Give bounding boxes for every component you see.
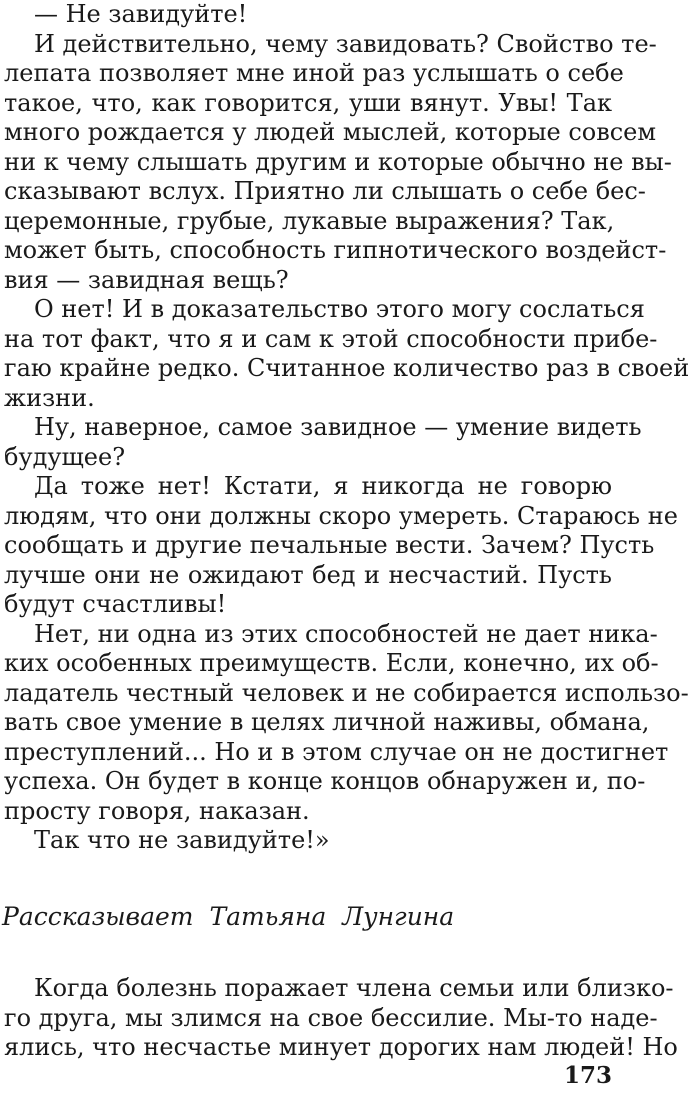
text-line: жизни. <box>4 384 95 412</box>
text-line: на тот факт, что я и сам к этой способности прибе- <box>4 325 658 353</box>
text-line: Так что не завидуйте!» <box>34 826 330 854</box>
text-line: будущее? <box>4 443 126 471</box>
text-line: сообщать и другие печальные вести. Зачем? Пусть <box>4 531 655 559</box>
text-line: Да тоже нет! Кстати, я никогда не говорю <box>34 472 612 500</box>
text-line: ких особенных преимуществ. Если, конечно, их об- <box>4 649 659 677</box>
text-line: людям, что они должны скоро умереть. Стараюсь не <box>4 502 678 530</box>
text-line: ни к чему слышать другим и которые обычно не вы- <box>4 148 672 176</box>
text-line: гаю крайне редко. Считанное количество раз в своей <box>4 354 689 382</box>
text-line: Когда болезнь поражает члена семьи или близко- <box>34 974 674 1002</box>
text-line: преступлений... Но и в этом случае он не достигнет <box>4 738 669 766</box>
text-line: ладатель честный человек и не собирается использо- <box>4 679 689 707</box>
text-line: успеха. Он будет в конце концов обнаружен и, по- <box>4 767 646 795</box>
text-line: — Не завидуйте! <box>34 0 248 28</box>
text-line: Нет, ни одна из этих способностей не дает ника- <box>34 620 658 648</box>
text-line: сказывают вслух. Приятно ли слышать о себе бес- <box>4 177 646 205</box>
text-line: ялись, что несчастье минует дорогих нам людей! Но <box>4 1033 678 1061</box>
text-line: лепата позволяет мне иной раз услышать о себе <box>4 59 624 87</box>
page-number: 173 <box>563 1062 612 1089</box>
text-line: вать свое умение в целях личной наживы, обмана, <box>4 708 650 736</box>
section-heading: Рассказывает Татьяна Лунгина <box>2 902 455 931</box>
text-line: О нет! И в доказательство этого могу сослаться <box>34 295 645 323</box>
text-line: просту говоря, наказан. <box>4 797 310 825</box>
text-line: Ну, наверное, самое завидное — умение видеть <box>34 413 642 441</box>
text-line: церемонные, грубые, лукавые выражения? Так, <box>4 207 615 235</box>
text-line: лучше они не ожидают бед и несчастий. Пусть <box>4 561 612 589</box>
text-line: будут счастливы! <box>4 590 227 618</box>
text-line: такое, что, как говорится, уши вянут. Увы! Так <box>4 89 612 117</box>
text-line: может быть, способность гипнотического воздейст- <box>4 236 667 264</box>
text-line: вия — завидная вещь? <box>4 266 289 294</box>
text-line: И действительно, чему завидовать? Свойство те- <box>34 30 657 58</box>
text-line: го друга, мы злимся на свое бессилие. Мы-то наде- <box>4 1004 658 1032</box>
text-line: много рождается у людей мыслей, которые совсем <box>4 118 657 146</box>
